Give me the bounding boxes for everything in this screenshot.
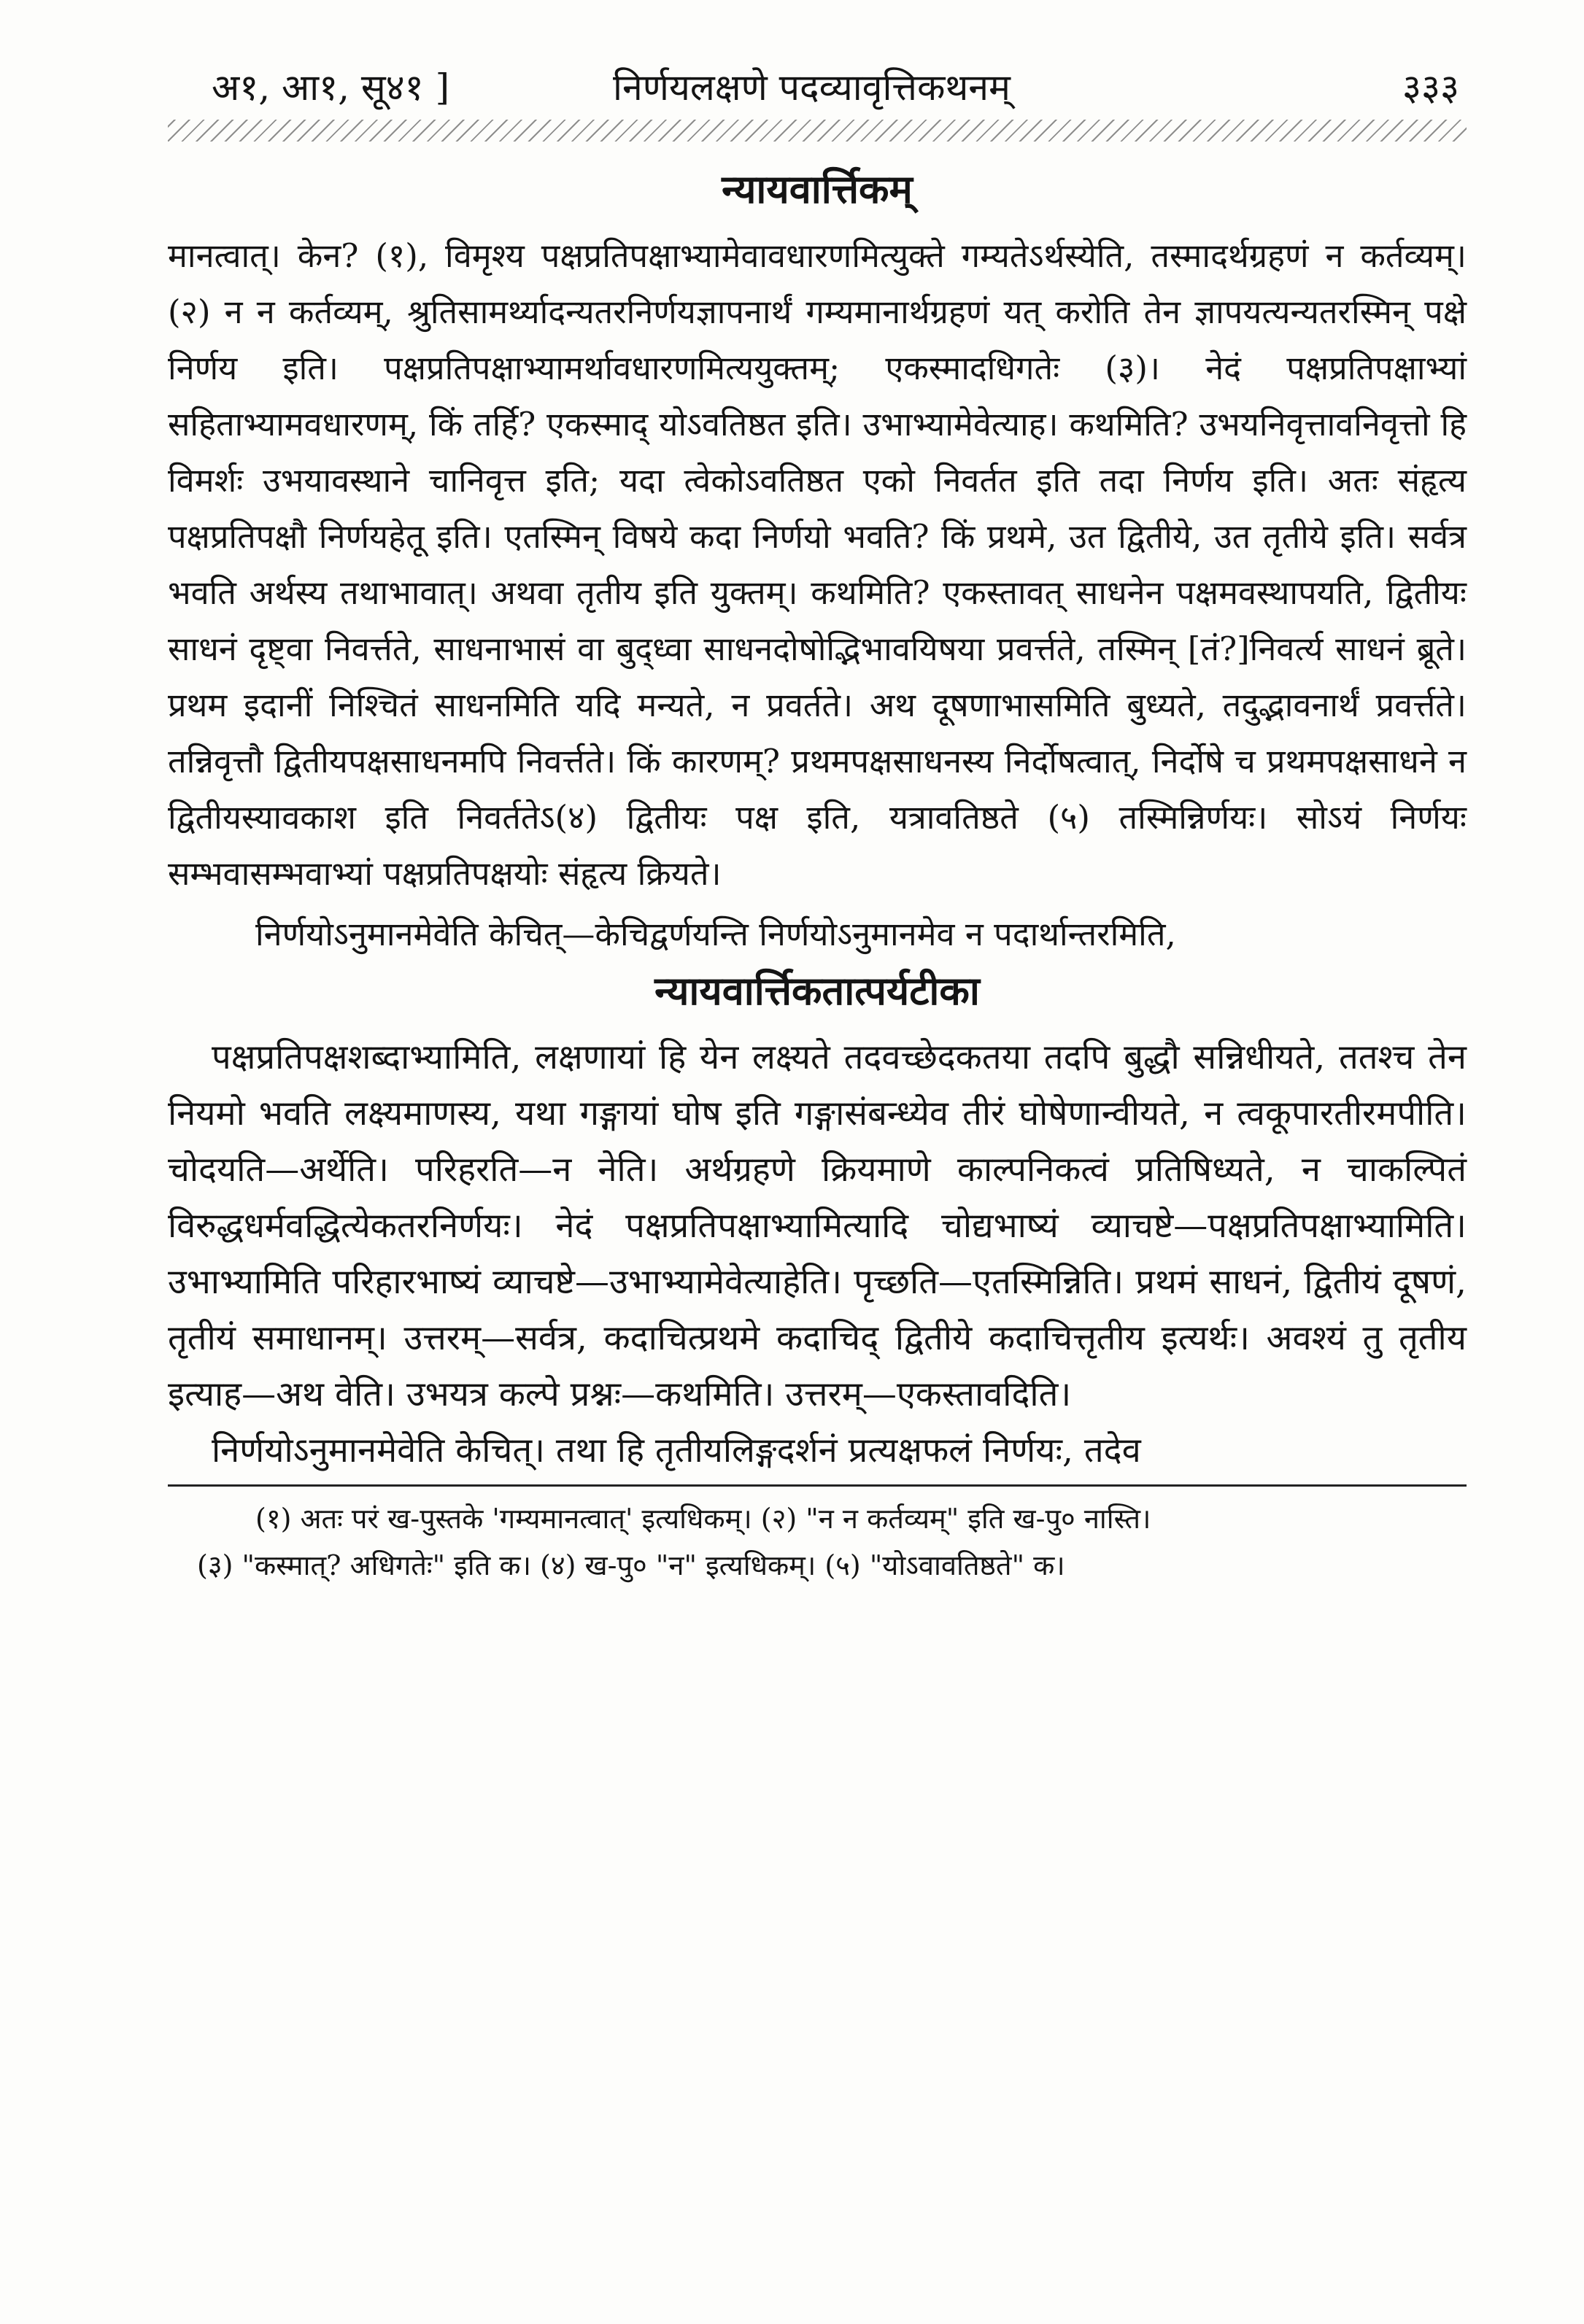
footnote-rule bbox=[168, 1484, 1467, 1487]
footnotes bbox=[168, 1495, 1467, 1589]
page-number: ३३३ bbox=[1402, 66, 1459, 109]
running-head bbox=[168, 58, 1467, 117]
vartika-paragraph-1: मानत्वात्। केन? (१), विमृश्य पक्षप्रतिपक्षाभ्यामेवावधारणमित्युक्ते गम्यतेऽर्थस्येति, तस्मादर्थग्रहणं न कर्तव्यम्। (२) न न कर्तव्यम्, श्रुतिसामर्थ्यादन्यतरनिर्णयज्ञापनार्थं गम्यमानार्थग्रहणं यत् करोति तेन ज्ञापयत्यन्यतरस्मिन् पक्षे निर्णय इति। पक्षप्रतिपक्षाभ्यामर्थावधारणमित्ययुक्तम्; एकस्मादधिगतेः (३)। नेदं पक्षप्रतिपक्षाभ्यां सहिताभ्यामवधारणम्, किं तर्हि? एकस्माद् योऽवतिष्ठत इति। उभाभ्यामेवेत्याह। कथमिति? उभयनिवृत्तावनिवृत्तो हि विमर्शः उभयावस्थाने चानिवृत्त इति; यदा त्वेकोऽवतिष्ठत एको निवर्तत इति तदा निर्णय इति। अतः संहृत्य पक्षप्रतिपक्षौ निर्णयहेतू इति। एतस्मिन् विषये कदा निर्णयो भवति? किं प्रथमे, उत द्वितीये, उत तृतीये इति। सर्वत्र भवति अर्थस्य तथाभावात्। अथवा तृतीय इति युक्तम्। कथमिति? एकस्तावत् साधनेन पक्षमवस्थापयति, द्वितीयः साधनं दृष्ट्वा निवर्त्तते, साधनाभासं वा बुद्ध्वा साधनदोषोद्भिभावयिषया प्रवर्त्तते, तस्मिन् [तं?]निवर्त्य साधनं ब्रूते। प्रथम इदानीं निश्चितं साधनमिति यदि मन्यते, न प्रवर्तते। अथ दूषणाभासमिति बुध्यते, तदुद्भावनार्थं प्रवर्त्तते। तन्निवृत्तौ द्वितीयपक्षसाधनमपि निवर्त्तते। किं कारणम्? प्रथमपक्षसाधनस्य निर्दोषत्वात्, निर्दोषे च प्रथमपक्षसाधने न द्वितीयस्यावकाश इति निवर्ततेऽ(४) द्वितीयः पक्ष इति, यत्रावतिष्ठते (५) तस्मिन्निर्णयः। सोऽयं निर्णयः सम्भवासम्भवाभ्यां पक्षप्रतिपक्षयोः संहृत्य क्रियते। bbox=[168, 236, 1467, 893]
tika-paragraph-2: निर्णयोऽनुमानमेवेति केचित्। तथा हि तृतीयलिङ्गदर्शनं प्रत्यक्षफलं निर्णयः, तदेव bbox=[212, 1430, 1141, 1471]
header-reference: अ१, आ१, सू४१ ] bbox=[212, 66, 450, 109]
vartika-paragraph-2: निर्णयोऽनुमानमेवेति केचित्—केचिद्वर्णयन्ति निर्णयोऽनुमानमेव न पदार्थान्तरमिति, bbox=[255, 915, 1176, 953]
header-title: निर्णयलक्षणे पदव्यावृत्तिकथनम् bbox=[613, 66, 1011, 109]
tika-paragraph-1: पक्षप्रतिपक्षशब्दाभ्यामिति, लक्षणायां हि येन लक्ष्यते तदवच्छेदकतया तदपि बुद्धौ सन्निधीयते, ततश्च तेन नियमो भवति लक्ष्यमाणस्य, यथा गङ्गायां घोष इति गङ्गासंबन्ध्येव तीरं घोषेणान्वीयते, न त्वकूपारतीरमपीति। चोदयति—अर्थेति। परिहरति—न नेति। अर्थग्रहणे क्रियमाणे काल्पनिकत्वं प्रतिषिध्यते, न चाकल्पितं विरुद्धधर्मवद्धित्येकतरनिर्णयः। नेदं पक्षप्रतिपक्षाभ्यामित्यादि चोद्यभाष्यं व्याचष्टे—पक्षप्रतिपक्षाभ्यामिति। उभाभ्यामिति परिहारभाष्यं व्याचष्टे—उभाभ्यामेवेत्याहेति। पृच्छति—एतस्मिन्निति। प्रथमं साधनं, द्वितीयं दूषणं, तृतीयं समाधानम्। उत्तरम्—सर्वत्र, कदाचित्प्रथमे कदाचिद् द्वितीये कदाचित्तृतीय इत्यर्थः। अवश्यं तु तृतीय इत्याह—अथ वेति। उभयत्र कल्पे प्रश्नः—कथमिति। उत्तरम्—एकस्तावदिति। bbox=[168, 1037, 1467, 1414]
tika-title: न्यायवार्त्तिकतात्पर्यटीका bbox=[654, 967, 980, 1014]
page bbox=[168, 58, 1467, 2290]
footnote-line-1: (१) अतः परं ख-पुस्तके 'गम्यमानत्वात्' इत्यधिकम्। (२) "न न कर्तव्यम्" इति ख-पु० नास्ति। bbox=[255, 1503, 1151, 1535]
header-wavy-rule bbox=[168, 120, 1467, 142]
vartika-title: न्यायवार्त्तिकम् bbox=[722, 166, 913, 212]
footnote-line-2: (३) "कस्मात्? अधिगतेः" इति क। (४) ख-पु० "न" इत्यधिकम्। (५) "योऽवावतिष्ठते" क। bbox=[197, 1549, 1065, 1581]
